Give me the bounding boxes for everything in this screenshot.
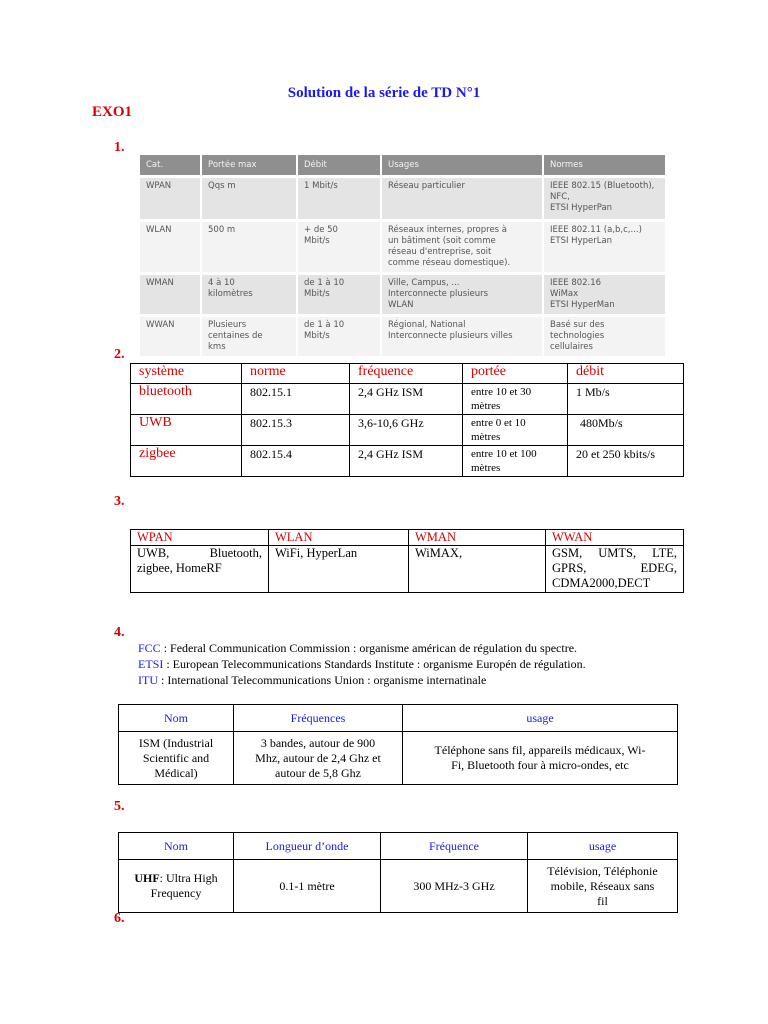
table-cell: 480Mb/s [568,415,684,446]
table-header-cell: Longueur d’onde [234,833,381,860]
table-cell: entre 10 et 30 mètres [463,384,568,415]
table-header-cell: Nom [119,833,234,860]
table-header-cell: Portée max [201,155,297,177]
definition-itu [138,673,486,688]
table-cell: entre 10 et 100 mètres [463,446,568,477]
table-header-cell: portée [463,364,568,384]
table-cell: 1 Mbit/s [297,177,381,221]
table-cell: Téléphone sans fil, appareils médicaux, Wi- Fi, Bluetooth four à micro-ondes, etc [403,732,678,785]
table-cell: Réseau particulier [381,177,543,221]
table-cell: UWB, Bluetooth, zigbee, HomeRF [131,546,269,593]
table-header-row [131,364,684,384]
page-title: Solution de la série de TD N°1 [287,85,481,101]
table-cell: ISM (Industrial Scientific and Médical) [119,732,234,785]
table-cell: 1 Mb/s [568,384,684,415]
band-name: : Ultra High Frequency [150,871,218,900]
table-cell: 3,6-10,6 GHz [350,415,463,446]
table-cell: IEEE 802.11 (a,b,c,...) ETSI HyperLan [543,221,666,274]
table-cell: Ville, Campus, ... Interconnecte plusieurs WLAN [381,274,543,316]
definition-text: : Federal Communication Commission : organisme américan de régulation du spectre. [160,641,578,655]
table-cell: Régional, National Interconnecte plusieurs villes [381,316,543,357]
table-cell: WMAN [140,274,201,316]
definition-abbr: ETSI [138,657,164,671]
table-cell: 500 m [201,221,297,274]
table-cell: IEEE 802.16 WiMax ETSI HyperMan [543,274,666,316]
ism-band-table [118,704,678,785]
item-number-2: 2. [114,347,125,362]
table-row [140,274,666,316]
table-cell: IEEE 802.15 (Bluetooth), NFC, ETSI HyperPan [543,177,666,221]
table-cell: 4 à 10 kilomètres [201,274,297,316]
table-row [131,546,684,593]
table-row [140,316,666,357]
table-cell: de 1 à 10 Mbit/s [297,274,381,316]
table-header-cell: WPAN [131,530,269,546]
table-row [131,446,684,477]
table-cell: WLAN [140,221,201,274]
table-cell: WWAN [140,316,201,357]
table-cell: de 1 à 10 Mbit/s [297,316,381,357]
definition-fcc [138,641,577,656]
table-cell: Télévision, Téléphonie mobile, Réseaux sans fil [528,860,678,913]
item-number-4: 4. [114,625,125,640]
table-cell: 0.1-1 mètre [234,860,381,913]
table-cell: 802.15.3 [242,415,350,446]
table-header-cell: Usages [381,155,543,177]
table-header-cell: fréquence [350,364,463,384]
wpan-systems-table [130,363,684,477]
table-row [119,860,678,913]
item-number-1: 1. [114,140,125,155]
exercise-heading: EXO1 [92,104,133,120]
table-cell: 2,4 GHz ISM [350,446,463,477]
table-row [131,415,684,446]
network-categories-table [140,155,667,356]
table-header-cell: usage [403,705,678,732]
table-cell: bluetooth [131,384,242,415]
item-number-5: 5. [114,799,125,814]
table-cell: WiMAX, [409,546,546,593]
table-header-cell: système [131,364,242,384]
table-cell: 802.15.1 [242,384,350,415]
table-header-cell: WMAN [409,530,546,546]
table-cell [119,860,234,913]
table-cell: Réseaux internes, propres à un bâtiment (soit comme réseau d'entreprise, soit comme réseau domestique). [381,221,543,274]
table-cell: entre 0 et 10 mètres [463,415,568,446]
table-header-cell: WLAN [269,530,409,546]
definition-etsi [138,657,586,672]
table-cell: 300 MHz-3 GHz [381,860,528,913]
table-header-cell: Nom [119,705,234,732]
table-cell: + de 50 Mbit/s [297,221,381,274]
table-cell: 802.15.4 [242,446,350,477]
table-cell: Basé sur des technologies cellulaires [543,316,666,357]
table-cell: 3 bandes, autour de 900 Mhz, autour de 2,4 Ghz et autour de 5,8 Ghz [234,732,403,785]
table-cell: zigbee [131,446,242,477]
table-header-row [119,833,678,860]
network-technologies-table [130,529,684,593]
table-cell: GSM, UMTS, LTE, GPRS, EDEG, CDMA2000,DECT [546,546,684,593]
table-header-cell: Fréquence [381,833,528,860]
band-abbr: UHF [134,871,160,885]
table-cell: Qqs m [201,177,297,221]
table-header-cell: Normes [543,155,666,177]
table-header-cell: norme [242,364,350,384]
table-cell: Plusieurs centaines de kms [201,316,297,357]
table-header-cell: Cat. [140,155,201,177]
table-cell: WiFi, HyperLan [269,546,409,593]
table-header-cell: Fréquences [234,705,403,732]
definition-abbr: ITU [138,673,158,687]
table-header-row [119,705,678,732]
table-header-row [131,530,684,546]
definition-text: : International Telecommunications Union : organisme internatinale [158,673,487,687]
table-header-cell: usage [528,833,678,860]
item-number-6: 6. [114,911,125,926]
table-header-cell: WWAN [546,530,684,546]
table-header-cell: débit [568,364,684,384]
uhf-band-table [118,832,678,913]
table-cell: 20 et 250 kbits/s [568,446,684,477]
table-header-row [140,155,666,177]
table-row [119,732,678,785]
table-cell: 2,4 GHz ISM [350,384,463,415]
table-row [131,384,684,415]
definition-text: : European Telecommunications Standards Institute : organisme Europén de régulation. [163,657,586,671]
table-row [140,177,666,221]
table-header-cell: Débit [297,155,381,177]
item-number-3: 3. [114,494,125,509]
table-cell: UWB [131,415,242,446]
table-cell: WPAN [140,177,201,221]
table-row [140,221,666,274]
definition-abbr: FCC [138,641,161,655]
